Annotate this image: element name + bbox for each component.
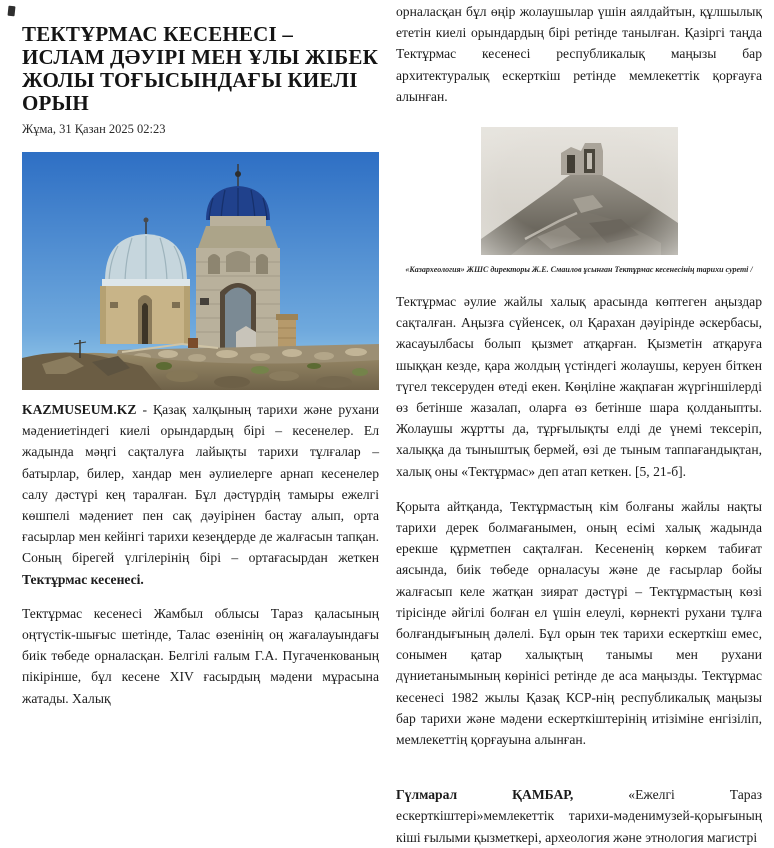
paragraph-right-1: орналасқан бұл өңір жолаушылар үшін аялдайтын, құлшылық ететін киелі орындардың бірі ретінде танылған. Қазіргі таңда Тектұрмас кесенесі республикалық маңызы бар архитектуралық ескерткіш ретінде мемлекеттік қорғауға алынған. <box>396 4 762 104</box>
photo-caption: «Казархеология» ЖШС директоры Ж.Е. Смаилов ұсынған Тектұрмас кесенесінің тарихи суреті / <box>405 265 753 275</box>
author-name: Гүлмарал ҚАМБАР, <box>396 787 574 803</box>
author-description: «Ежелгі Тараз ескерткіштері»мемлекеттік тарихи-мәденимузей-қорығының кіші ғылыми қызметкері, археология және этнология магистрі <box>396 787 763 845</box>
source-site-label: KAZMUSEUM.KZ <box>22 402 137 417</box>
article-date: Жұма, 31 Қазан 2025 02:23 <box>22 122 166 136</box>
paragraph-right-2: Тектұрмас әулие жайлы халық арасында көптеген аңыздар сақталған. Аңызға сүйенсек, ол Қарахан дәуірінде әскербасы, жасауылбасы болып қызмет атқарған. Қызметін атқаруға шыққан кезде, қара жолдың үстіндегі жолаушы, керуен біткен түгел тексеруден өтеді екен. Көңіліне жақпаған жүргіншілерді өз бетінше жазалап, оларға өз бетінше шара қолданыпты. Жолаушы жұртты да, тұрғылықты елді де үнемі тексеріп, халыққа да тыныштық бермей, өзі де тыным таппағандықтан, халық оны «Тектұрмас» деп атап кеткен. [5, 21-б]. <box>396 294 762 479</box>
left-column <box>22 0 379 709</box>
paragraph-left-1 <box>22 399 379 590</box>
mausoleum-color-photo <box>22 152 379 390</box>
page-title: ТЕКТҰРМАС КЕСЕНЕСІ – ИСЛАМ ДӘУІРІ МЕН ҰЛЫ ЖІБЕК ЖОЛЫ ТОҒЫСЫНДАҒЫ КИЕЛІ ОРЫН <box>22 22 379 115</box>
historical-photo-wrap <box>396 127 762 275</box>
tekturmas-historical-bw-photo <box>481 127 678 255</box>
paragraph-right-3: Қорыта айтқанда, Тектұрмастың кім болғаны жайлы нақты тарихи дерек болмағанымен, оның есімі халық жадында ерекше құрметпен сақталған. Кесененің көркем табиғат аясында, биік төбеде орналасуы және де ғасырлар бойы жалғасып келе жатқан зиярат дәстүрі – Тектұрмастың көзі тірісінде әйгілі болған ел үшін елеулі, көрнекті рухани тұлға болғандығының дәлелі. Бұл орын тек тарихи ескерткіш емес, сонымен қатар халықтың танымы мен рухани дүниетанымының көрінісі ретінде де аса маңызды. Тектұрмас кесенесі 1982 жылы Қазақ КСР-нің республикалық маңызы бар тарихи және мәдени ескерткіштерінің итізіміне енгізіліп, мемлекеттің қорғауына алынған. <box>396 498 762 748</box>
paragraph-left-2: Тектұрмас кесенесі Жамбыл облысы Тараз қаласының оңтүстік-шығыс шетінде, Талас өзенінің оң жағалауындағы биік төбеде орналасқан. Белгілі ғалым Г.А. Пугаченкованың пікірінше, бұл кесене XIV ғасырдың мәдени мұрасына жатады. Халық <box>22 605 379 706</box>
page-corner-artifact <box>7 6 15 17</box>
author-block <box>396 784 762 848</box>
paragraph-left-1-text: - Қазақ халқының тарихи және рухани мәдениетіндегі киелі орындардың бірі – кесенелер. Ел жадында мәңгі сақталуға лайықты тарихи тұлғалар – батырлар, билер, хандар мен әулиелерге арнап кесенелер салу дәстүрі кең таралған. Бұл дәстүрдің тамыры ежелгі көшпелі мәдениет пен сақ дәуірінен бастау алып, орта ғасырлар мен кейінгі тарихи кезеңдерде де жалғасын тапқан. Соның бірегей үлгілерінің бірі – ортағасырдан жеткен <box>22 402 379 566</box>
paragraph-left-1-bold-tail: Тектұрмас кесенесі. <box>22 571 144 587</box>
right-column <box>396 0 762 848</box>
